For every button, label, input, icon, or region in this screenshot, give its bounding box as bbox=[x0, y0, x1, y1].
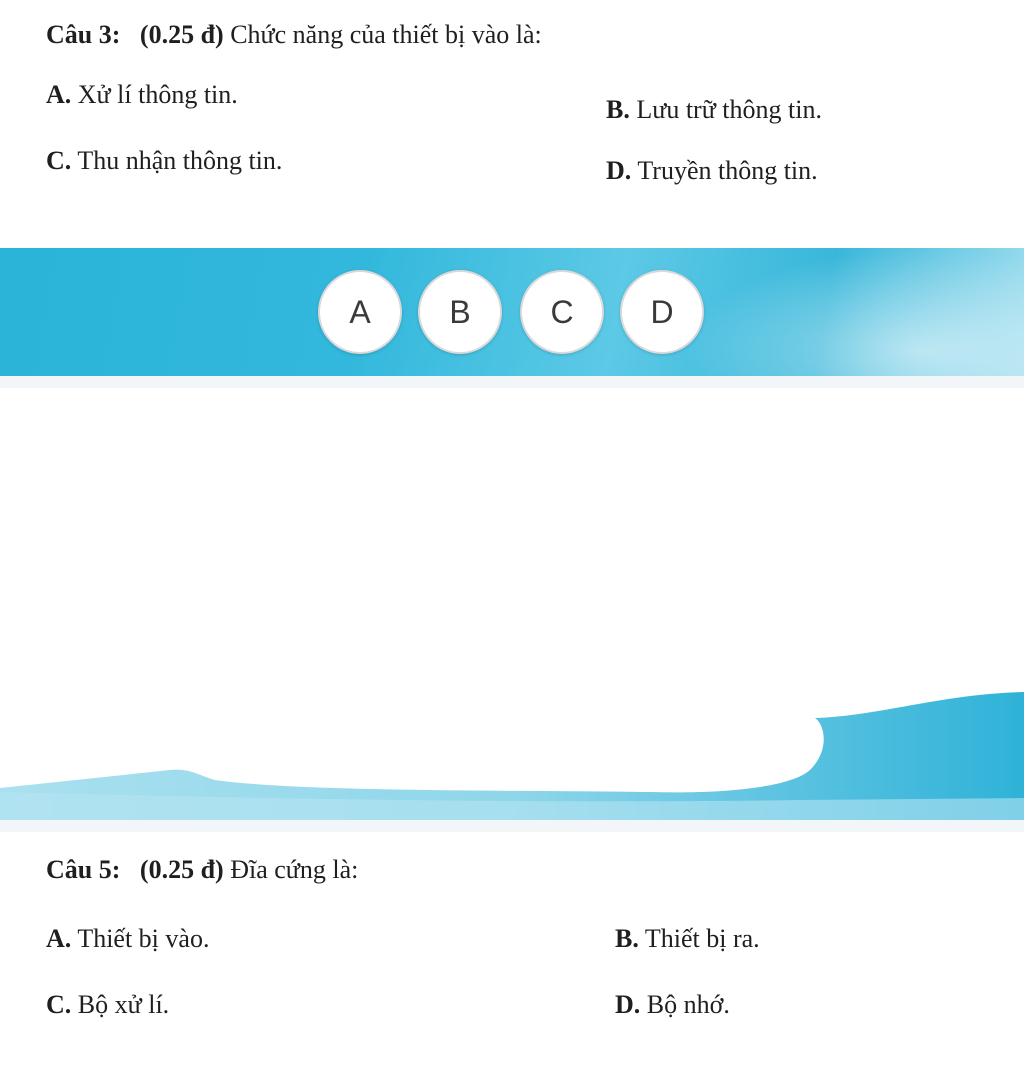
option-letter: D. bbox=[606, 156, 632, 185]
option-letter: C. bbox=[46, 146, 72, 175]
option-letter: A. bbox=[46, 924, 72, 953]
option-letter: B. bbox=[606, 95, 630, 124]
question-3-option-d bbox=[606, 156, 818, 186]
answer-button-d[interactable]: D bbox=[620, 270, 704, 354]
option-text: Xử lí thông tin. bbox=[77, 80, 238, 109]
option-text: Thu nhận thông tin. bbox=[77, 146, 283, 175]
option-letter: A. bbox=[46, 80, 72, 109]
answer-button-c[interactable]: C bbox=[520, 270, 604, 354]
option-letter: B. bbox=[615, 924, 639, 953]
question-5-option-c bbox=[46, 990, 169, 1020]
decorative-wave bbox=[0, 680, 1024, 822]
option-text: Lưu trữ thông tin. bbox=[636, 95, 822, 124]
question-5-option-d bbox=[615, 990, 730, 1020]
question-5-points: (0.25 đ) bbox=[139, 855, 224, 884]
option-text: Thiết bị vào. bbox=[77, 924, 210, 953]
answer-bar bbox=[0, 248, 1024, 376]
option-text: Truyền thông tin. bbox=[637, 156, 818, 185]
answer-button-a[interactable]: A bbox=[318, 270, 402, 354]
question-3-option-a bbox=[46, 80, 238, 110]
option-letter: D. bbox=[615, 990, 641, 1019]
question-5-title bbox=[46, 855, 358, 885]
question-5-option-b bbox=[615, 924, 760, 954]
option-text: Thiết bị ra. bbox=[644, 924, 760, 953]
section-divider bbox=[0, 376, 1024, 388]
section-divider bbox=[0, 820, 1024, 832]
question-5-number: Câu 5: bbox=[46, 855, 121, 884]
question-3-option-c bbox=[46, 146, 282, 176]
question-5-option-a bbox=[46, 924, 209, 954]
option-text: Bộ xử lí. bbox=[77, 990, 170, 1019]
option-letter: C. bbox=[46, 990, 72, 1019]
answer-button-b[interactable]: B bbox=[418, 270, 502, 354]
question-5-text: Đĩa cứng là: bbox=[230, 855, 359, 884]
question-3-number: Câu 3: bbox=[46, 20, 121, 49]
question-3-option-b bbox=[606, 95, 822, 125]
question-3-points: (0.25 đ) bbox=[139, 20, 224, 49]
question-3-title bbox=[46, 20, 542, 50]
question-3-text: Chức năng của thiết bị vào là: bbox=[230, 20, 542, 49]
option-text: Bộ nhớ. bbox=[646, 990, 730, 1019]
answer-bar-glare bbox=[684, 248, 1024, 376]
